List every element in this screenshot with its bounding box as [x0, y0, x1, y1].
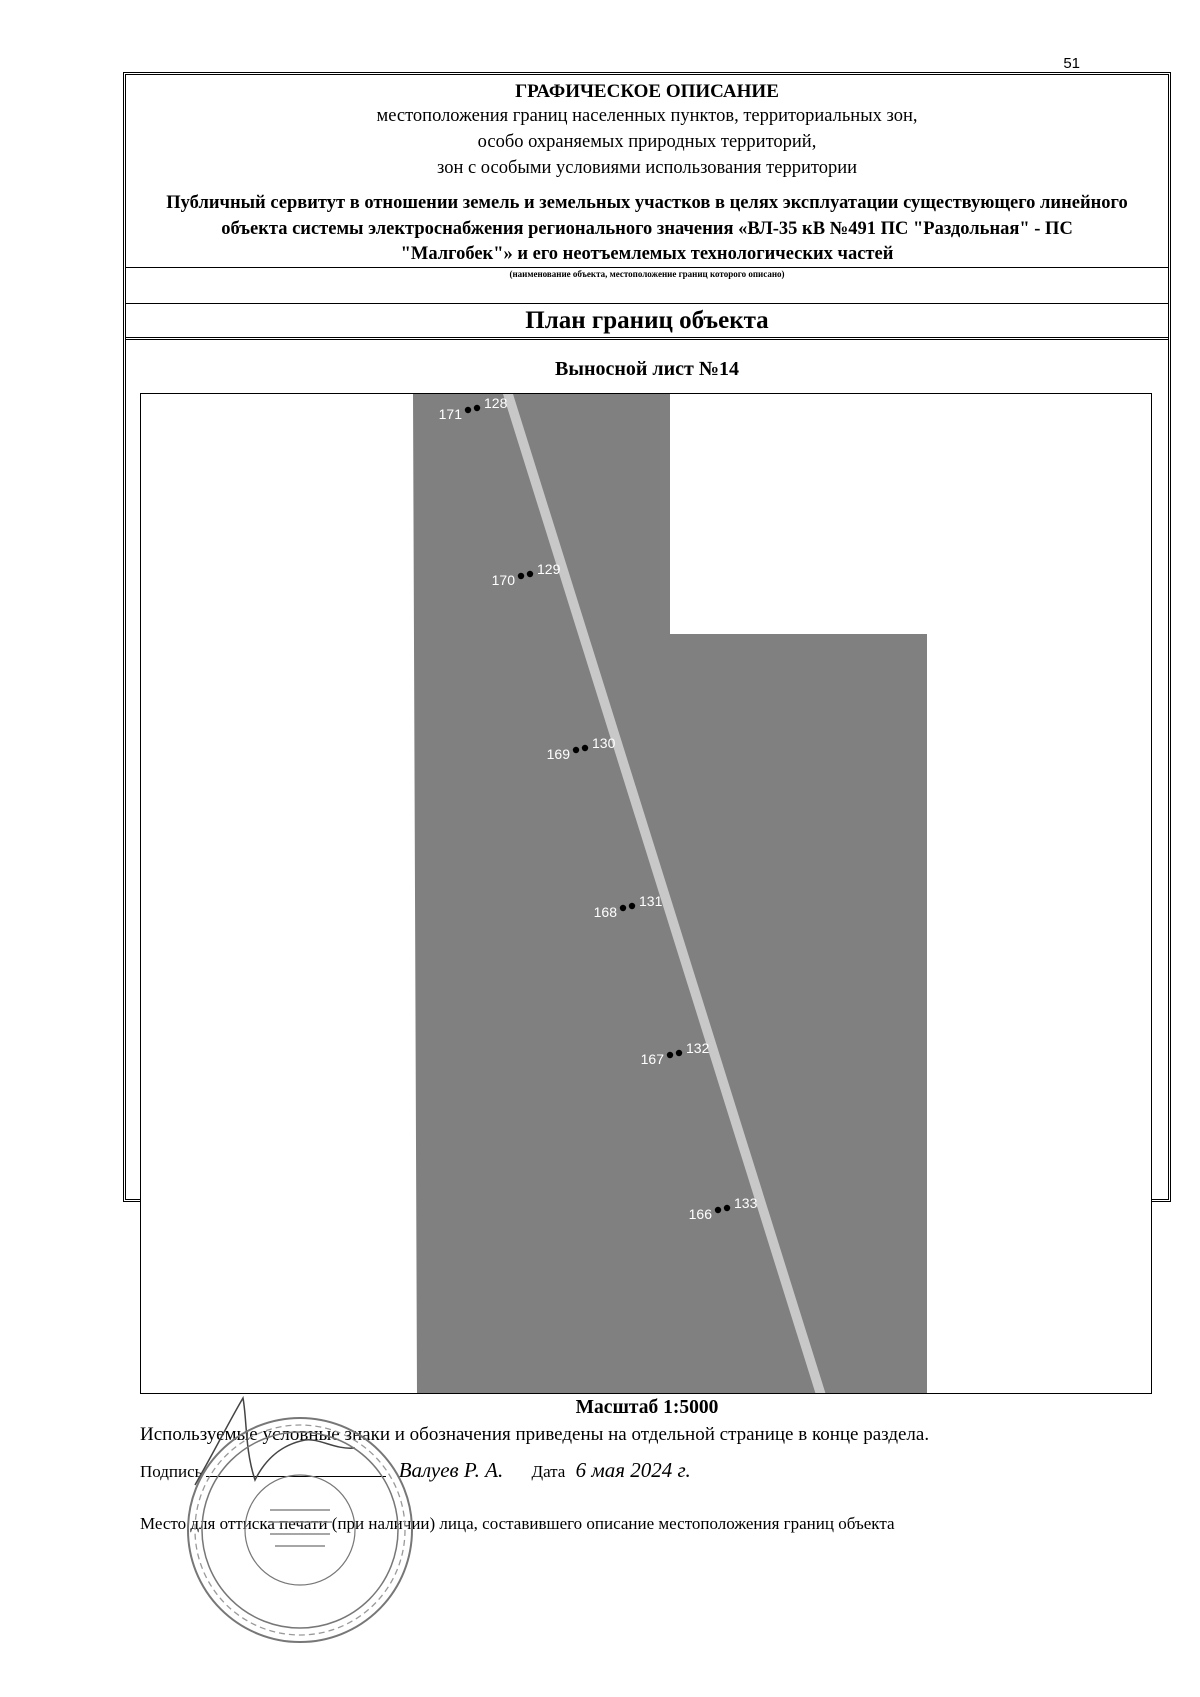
header-section	[126, 75, 1168, 268]
boundary-point-170	[518, 573, 524, 579]
boundary-point-171	[465, 407, 471, 413]
point-label-130: 130	[592, 735, 616, 751]
stamp-note: Место для оттиска печати (при наличии) лица, составившего описание местоположения границ объекта	[140, 1514, 895, 1533]
legend-note: Используемые условные знаки и обозначения приведены на отдельной странице в конце раздела.	[140, 1424, 930, 1445]
boundary-point-169	[573, 747, 579, 753]
sheet-title: Выносной лист №14	[555, 358, 739, 380]
signature-label: Подпись	[140, 1462, 203, 1481]
description-line-1: местоположения границ населенных пунктов, территориальных зон,	[376, 106, 918, 126]
signature-row	[140, 1458, 691, 1483]
point-label-170: 170	[491, 572, 515, 588]
signature-line	[206, 1461, 386, 1477]
object-caption: (наименование объекта, местоположение границ которого описано)	[126, 268, 1168, 304]
point-label-171: 171	[438, 406, 462, 422]
document-title: ГРАФИЧЕСКОЕ ОПИСАНИЕ	[515, 81, 779, 102]
date-label: Дата	[531, 1462, 566, 1481]
boundary-point-133	[724, 1205, 730, 1211]
description-line-2: особо охраняемых природных территорий,	[477, 132, 817, 152]
point-label-128: 128	[484, 395, 508, 411]
plan-title: План границ объекта	[126, 304, 1168, 340]
boundary-point-131	[629, 903, 635, 909]
signer-name: Валуев Р. А.	[398, 1458, 504, 1482]
point-label-169: 169	[546, 746, 570, 762]
map-canvas	[141, 394, 1152, 1394]
boundary-point-128	[474, 405, 480, 411]
point-label-167: 167	[640, 1051, 664, 1067]
boundary-point-129	[527, 571, 533, 577]
point-label-133: 133	[734, 1195, 758, 1211]
boundary-point-130	[582, 745, 588, 751]
point-label-131: 131	[639, 893, 663, 909]
point-label-166: 166	[688, 1206, 712, 1222]
boundary-point-168	[620, 905, 626, 911]
description-line-3: зон с особыми условиями использования территории	[437, 158, 857, 178]
boundary-point-166	[715, 1207, 721, 1213]
parcel-area	[413, 394, 927, 1394]
page-number: 51	[1063, 55, 1080, 72]
object-name: Публичный сервитут в отношении земель и земельных участков в целях эксплуатации существующего линейного объекта системы электроснабжения регионального значения «ВЛ-35 кВ №491 ПС "Раздольная" - ПС "Малгобек"» и его неотъемлемых технологических частей	[166, 193, 1128, 264]
boundary-point-132	[676, 1050, 682, 1056]
map-scale: Масштаб 1:5000	[575, 1397, 719, 1418]
map-plan	[140, 393, 1152, 1394]
point-label-129: 129	[537, 561, 561, 577]
boundary-point-167	[667, 1052, 673, 1058]
point-label-132: 132	[686, 1040, 710, 1056]
date-value: 6 мая 2024 г.	[575, 1458, 691, 1482]
point-label-168: 168	[593, 904, 617, 920]
